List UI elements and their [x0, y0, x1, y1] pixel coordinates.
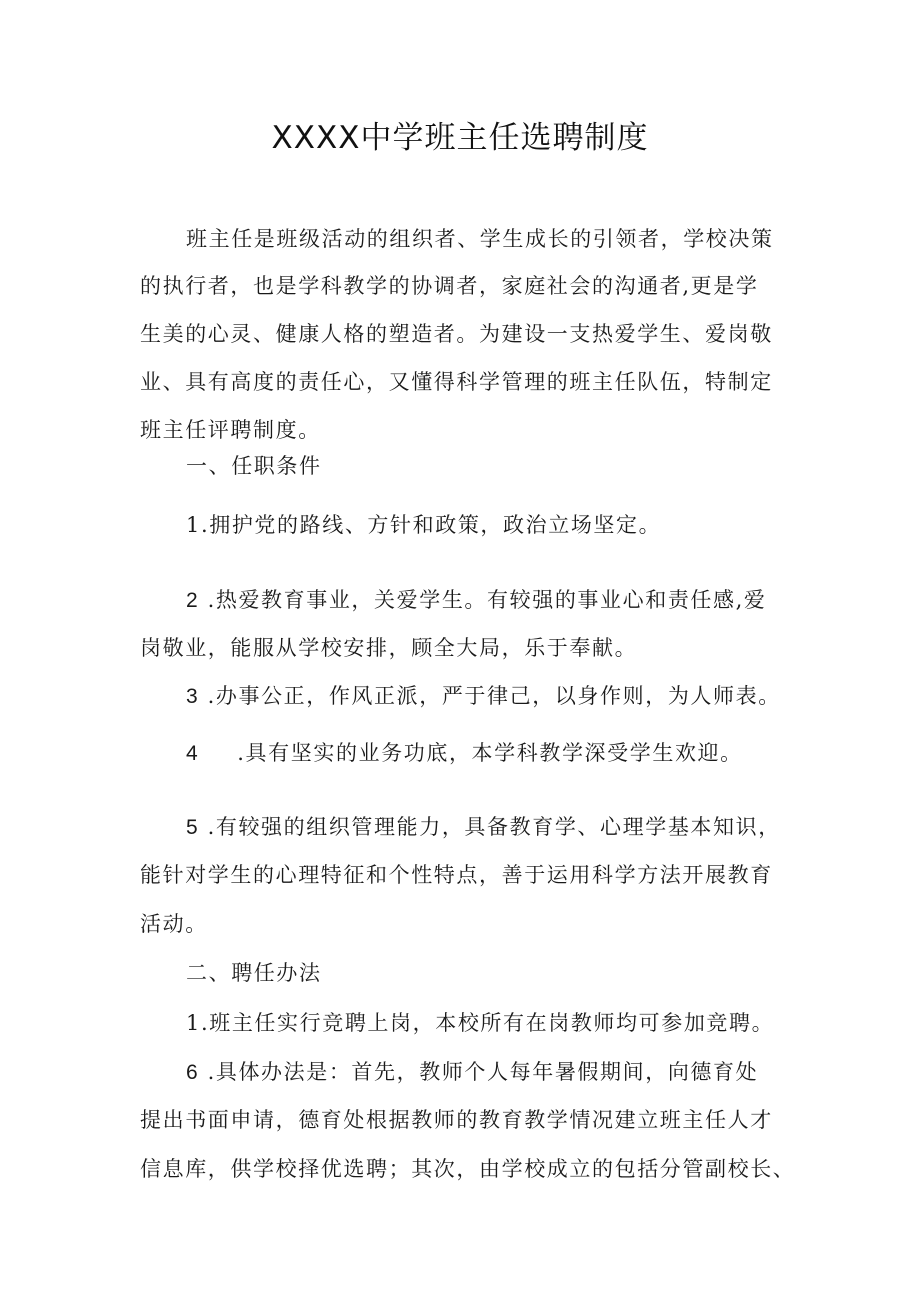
qualification-item-2-line-1	[186, 585, 767, 616]
item-text: .具体办法是：首先，教师个人每年暑假期间，向德育处	[207, 1060, 759, 1084]
qualification-item-4	[186, 738, 743, 769]
item-number: 2	[186, 589, 200, 612]
item-number: 4	[186, 742, 200, 765]
appointment-item-6-line-2: 提出书面申请，德育处根据教师的教育教学情况建立班主任人才	[140, 1108, 773, 1132]
item-text: .热爱教育事业，关爱学生。有较强的事业心和责任感,爱	[207, 588, 767, 612]
qualification-item-2-line-2: 岗敬业，能服从学校安排，顾全大局，乐于奉献。	[140, 636, 638, 660]
intro-line-2: 的执行者，也是学科教学的协调者，家庭社会的沟通者,更是学	[140, 274, 759, 298]
intro-line-4: 业、具有高度的责任心，又懂得科学管理的班主任队伍，特制定	[140, 370, 773, 394]
intro-line-5: 班主任评聘制度。	[140, 418, 321, 442]
item-number: 6	[186, 1061, 200, 1084]
appointment-item-6-line-1	[186, 1057, 758, 1088]
document-title: XXXX中学班主任选聘制度	[271, 120, 649, 156]
appointment-item-6-line-3: 信息库，供学校择优选聘；其次，由学校成立的包括分管副校长、	[140, 1157, 796, 1181]
intro-line-3: 生美的心灵、健康人格的塑造者。为建设一支热爱学生、爱岗敬	[140, 322, 773, 346]
section-heading-qualifications: 一、任职条件	[186, 454, 322, 478]
item-text: .办事公正，作风正派，严于律己，以身作则，为人师表。	[207, 684, 781, 708]
intro-line-1: 班主任是班级活动的组织者、学生成长的引领者，学校决策	[186, 227, 774, 251]
item-text: .具有坚实的业务功底，本学科教学深受学生欢迎。	[237, 741, 743, 765]
section-heading-appointment: 二、聘任办法	[186, 961, 322, 985]
qualification-item-1: 1.拥护党的路线、方针和政策，政治立场坚定。	[186, 513, 662, 537]
item-number: 5	[186, 816, 200, 839]
appointment-item-1: 1.班主任实行竞聘上岗，本校所有在岗教师均可参加竞聘。	[186, 1011, 775, 1035]
item-text: .有较强的组织管理能力，具备教育学、心理学基本知识，	[207, 815, 781, 839]
qualification-item-3	[186, 681, 781, 712]
qualification-item-5-line-2: 能针对学生的心理特征和个性特点，善于运用科学方法开展教育	[140, 863, 773, 887]
qualification-item-5-line-3: 活动。	[140, 912, 208, 936]
item-number: 3	[186, 685, 200, 708]
qualification-item-5-line-1	[186, 812, 781, 843]
